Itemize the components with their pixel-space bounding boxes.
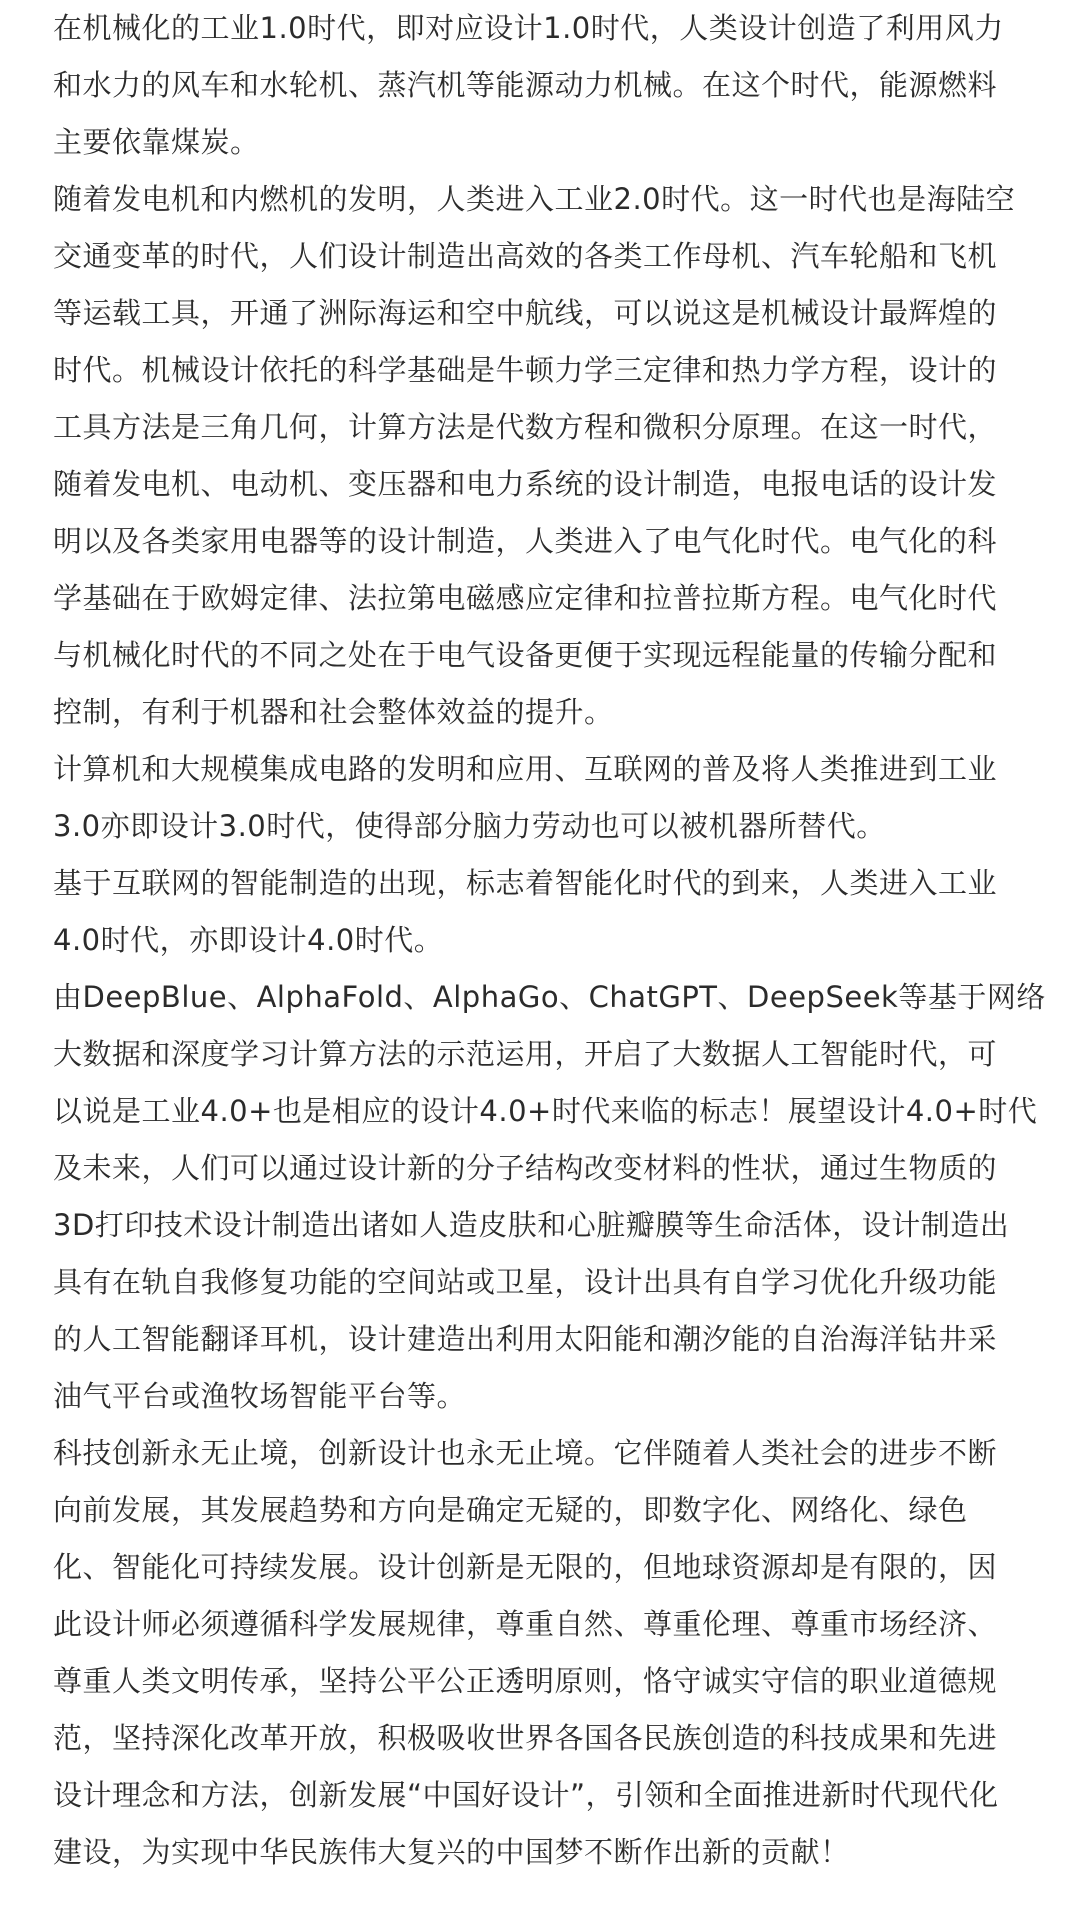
text-line: 控制，有利于机器和社会整体效益的提升。 xyxy=(53,695,614,729)
text-line: 随着发电机、电动机、变压器和电力系统的设计制造，电报电话的设计发 xyxy=(53,467,998,501)
text-line: 尊重人类文明传承，坚持公平公正透明原则，恪守诚实守信的职业道德规 xyxy=(53,1664,998,1698)
text-line: 具有在轨自我修复功能的空间站或卫星，设计出具有自学习优化升级功能 xyxy=(53,1265,998,1299)
text-line: 随着发电机和内燃机的发明，人类进入工业2.0时代。这一时代也是海陆空 xyxy=(53,182,1016,216)
text-line: 建设，为实现中华民族伟大复兴的中国梦不断作出新的贡献！ xyxy=(53,1835,850,1869)
text-line: 主要依靠煤炭。 xyxy=(53,125,260,159)
text-line: 以说是工业4.0+也是相应的设计4.0+时代来临的标志！展望设计4.0+时代 xyxy=(53,1094,1038,1128)
text-line: 与机械化时代的不同之处在于电气设备更便于实现远程能量的传输分配和 xyxy=(53,638,998,672)
text-line: 及未来，人们可以通过设计新的分子结构改变材料的性状，通过生物质的 xyxy=(53,1151,998,1185)
paragraph-industry-2 xyxy=(53,171,1028,741)
text-line: 计算机和大规模集成电路的发明和应用、互联网的普及将人类推进到工业 xyxy=(53,752,998,786)
text-line: 和水力的风车和水轮机、蒸汽机等能源动力机械。在这个时代，能源燃料 xyxy=(53,68,998,102)
text-line: 学基础在于欧姆定律、法拉第电磁感应定律和拉普拉斯方程。电气化时代 xyxy=(53,581,998,615)
text-line: 的人工智能翻译耳机，设计建造出利用太阳能和潮汐能的自治海洋钻井采 xyxy=(53,1322,998,1356)
text-line: 基于互联网的智能制造的出现，标志着智能化时代的到来，人类进入工业 xyxy=(53,866,998,900)
text-line: 工具方法是三角几何，计算方法是代数方程和微积分原理。在这一时代， xyxy=(53,410,998,444)
text-line: 化、智能化可持续发展。设计创新是无限的，但地球资源却是有限的，因 xyxy=(53,1550,998,1584)
text-line: 向前发展，其发展趋势和方向是确定无疑的，即数字化、网络化、绿色 xyxy=(53,1493,968,1527)
text-line: 油气平台或渔牧场智能平台等。 xyxy=(53,1379,467,1413)
text-line: 4.0时代，亦即设计4.0时代。 xyxy=(53,923,444,957)
text-line: 范，坚持深化改革开放，积极吸收世界各国各民族创造的科技成果和先进 xyxy=(53,1721,998,1755)
text-line: 3D打印技术设计制造出诸如人造皮肤和心脏瓣膜等生命活体，设计制造出 xyxy=(53,1208,1010,1242)
text-line: 在机械化的工业1.0时代，即对应设计1.0时代，人类设计创造了利用风力 xyxy=(53,11,1004,45)
paragraph-conclusion xyxy=(53,1425,1028,1881)
paragraph-ai-era xyxy=(53,969,1046,1425)
paragraph-industry-1 xyxy=(53,0,1028,171)
text-line: 大数据和深度学习计算方法的示范运用，开启了大数据人工智能时代，可 xyxy=(53,1037,998,1071)
text-line: 交通变革的时代，人们设计制造出高效的各类工作母机、汽车轮船和飞机 xyxy=(53,239,998,273)
text-line: 明以及各类家用电器等的设计制造，人类进入了电气化时代。电气化的科 xyxy=(53,524,998,558)
paragraph-industry-4 xyxy=(53,855,1028,969)
text-line: 时代。机械设计依托的科学基础是牛顿力学三定律和热力学方程，设计的 xyxy=(53,353,998,387)
text-line: 由DeepBlue、AlphaFold、AlphaGo、ChatGPT、DeepSeek等基于网络 xyxy=(53,980,1046,1014)
text-line: 此设计师必须遵循科学发展规律，尊重自然、尊重伦理、尊重市场经济、 xyxy=(53,1607,998,1641)
text-line: 等运载工具，开通了洲际海运和空中航线，可以说这是机械设计最辉煌的 xyxy=(53,296,998,330)
text-line: 3.0亦即设计3.0时代，使得部分脑力劳动也可以被机器所替代。 xyxy=(53,809,886,843)
paragraph-industry-3 xyxy=(53,741,1028,855)
text-line: 科技创新永无止境，创新设计也永无止境。它伴随着人类社会的进步不断 xyxy=(53,1436,998,1470)
article-body xyxy=(53,0,1046,1881)
text-line: 设计理念和方法，创新发展“中国好设计”，引领和全面推进新时代现代化 xyxy=(53,1778,999,1812)
